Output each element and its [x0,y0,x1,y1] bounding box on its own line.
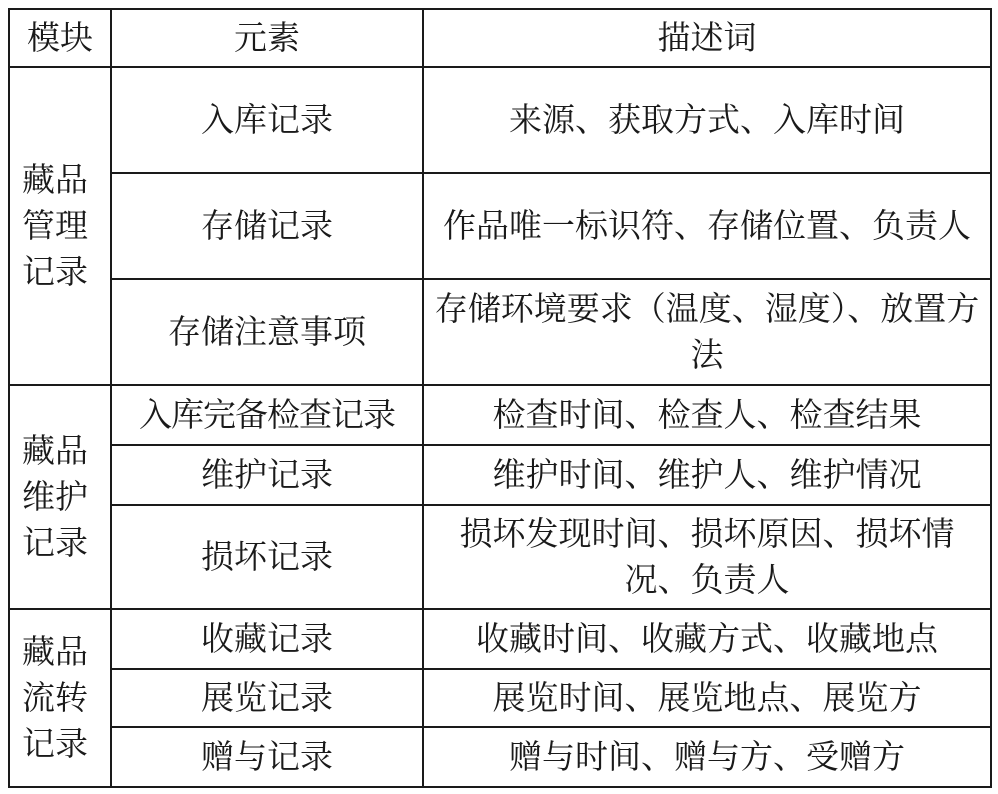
table-row [9,505,991,609]
description-cell: 来源、获取方式、入库时间 [423,67,991,173]
element-cell: 维护记录 [111,445,423,505]
table-row [9,279,991,385]
description-cell: 作品唯一标识符、存储位置、负责人 [423,173,991,279]
description-cell: 维护时间、维护人、维护情况 [423,445,991,505]
header-element: 元素 [111,9,423,67]
table-row [9,727,991,787]
description-cell: 检查时间、检查人、检查结果 [423,385,991,445]
element-cell: 赠与记录 [111,727,423,787]
element-cell: 入库记录 [111,67,423,173]
record-metadata-table [8,8,992,788]
header-description: 描述词 [423,9,991,67]
element-cell: 收藏记录 [111,609,423,669]
element-cell: 展览记录 [111,669,423,727]
table-row [9,669,991,727]
description-cell: 收藏时间、收藏方式、收藏地点 [423,609,991,669]
table-row [9,609,991,669]
description-cell: 损坏发现时间、损坏原因、损坏情况、负责人 [423,505,991,609]
module-cell-collection-management: 藏品管理记录 [9,67,111,385]
element-cell: 损坏记录 [111,505,423,609]
table-row [9,67,991,173]
description-cell: 展览时间、展览地点、展览方 [423,669,991,727]
header-module: 模块 [9,9,111,67]
table-row [9,385,991,445]
description-cell: 赠与时间、赠与方、受赠方 [423,727,991,787]
table-row [9,173,991,279]
element-cell: 存储注意事项 [111,279,423,385]
table-row [9,445,991,505]
element-cell: 入库完备检查记录 [111,385,423,445]
description-cell: 存储环境要求（温度、湿度）、放置方法 [423,279,991,385]
header-row [9,9,991,67]
module-cell-collection-circulation: 藏品流转记录 [9,609,111,787]
element-cell: 存储记录 [111,173,423,279]
module-cell-collection-maintenance: 藏品维护记录 [9,385,111,609]
